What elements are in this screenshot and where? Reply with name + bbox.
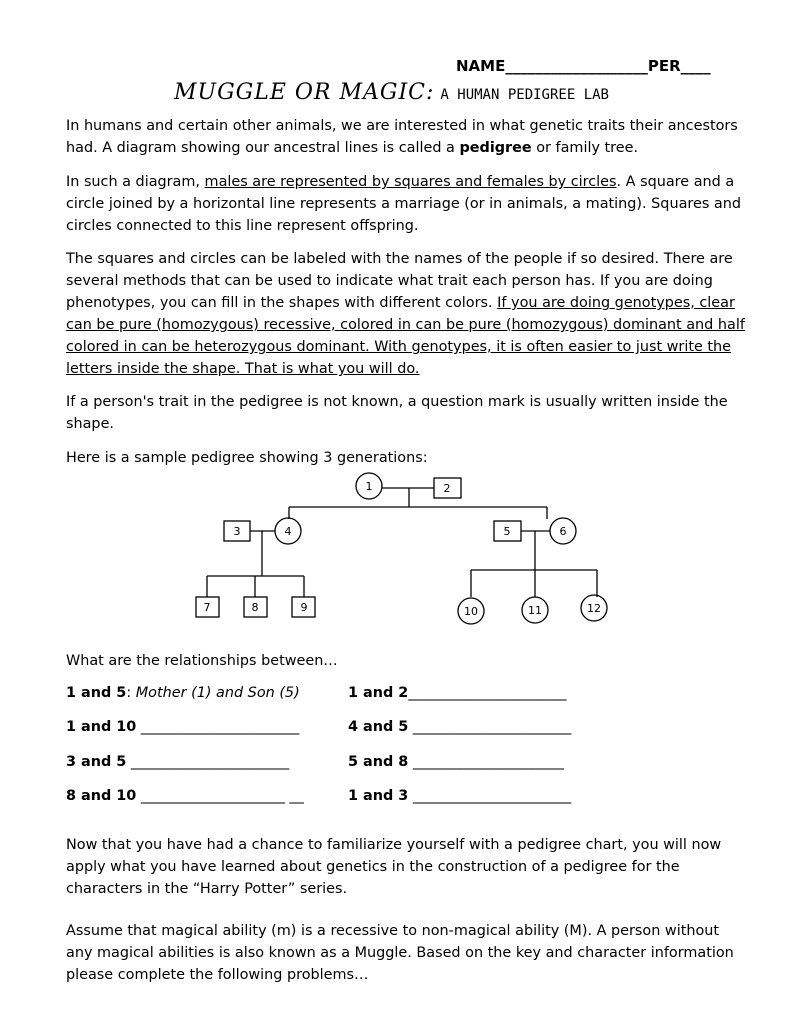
pedigree-label-12: 12 xyxy=(587,602,601,615)
question-left[interactable] xyxy=(66,719,299,735)
intro-p3-text: The squares and circles can be labeled with the names of the people if so desired. There are several methods that can be used to indicate what trait each person has. If you are doing phenotypes, you can fill in the shapes with different colors. xyxy=(66,251,733,311)
question-right[interactable] xyxy=(348,719,571,735)
title-main: MUGGLE OR MAGIC: xyxy=(174,80,435,105)
intro-paragraph-5: Here is a sample pedigree showing 3 generations: xyxy=(66,450,428,466)
question-left[interactable] xyxy=(66,685,300,701)
question-right[interactable] xyxy=(348,754,564,770)
pedigree-label-6: 6 xyxy=(559,525,567,538)
answer-blank: _____________________ xyxy=(408,754,564,770)
question-pair-label: 3 and 5 xyxy=(66,754,127,770)
question-right[interactable] xyxy=(348,788,571,804)
answer-blank: ______________________ xyxy=(408,788,572,804)
question-pair-label: 1 and 2 xyxy=(348,685,409,701)
pedigree-label-3: 3 xyxy=(233,525,241,538)
intro-p1-end: or family tree. xyxy=(531,140,639,156)
pedigree-label-2: 2 xyxy=(443,482,451,495)
pedigree-label-9: 9 xyxy=(300,601,308,614)
pedigree-label-7: 7 xyxy=(203,601,211,614)
example-answer: Mother (1) and Son (5) xyxy=(135,685,300,701)
answer-blank: ____________________ __ xyxy=(136,788,304,804)
answer-blank: ______________________ xyxy=(408,685,567,701)
pedigree-label-10: 10 xyxy=(464,605,478,618)
title-subtitle: A HUMAN PEDIGREE LAB xyxy=(440,87,609,103)
question-left[interactable] xyxy=(66,754,289,770)
answer-blank: ______________________ xyxy=(136,719,300,735)
intro-p1-text: In humans and certain other animals, we are interested in what genetic traits their ancestors had. A diagram showing our ancestral lines is called a xyxy=(66,118,738,156)
pedigree-label-1: 1 xyxy=(365,480,373,493)
intro-p2-underlined: males are represented by squares and females by circles xyxy=(204,174,617,190)
question-pair-label: 5 and 8 xyxy=(348,754,409,770)
answer-blank: ______________________ xyxy=(408,719,572,735)
relationships-prompt: What are the relationships between… xyxy=(66,653,338,669)
question-pair-label: 1 and 5 xyxy=(66,685,127,701)
pedigree-label-4: 4 xyxy=(284,525,292,538)
question-pair-label: 1 and 10 xyxy=(66,719,137,735)
answer-blank: ______________________ xyxy=(126,754,290,770)
pedigree-label-5: 5 xyxy=(503,525,511,538)
question-pair-label: 1 and 3 xyxy=(348,788,409,804)
closing-paragraph-2: Assume that magical ability (m) is a recessive to non-magical ability (M). A person without any magical abilities is also known as a Muggle. Based on the key and character information please complete the following problems… xyxy=(66,923,734,983)
intro-p3-underlined: If you are doing genotypes, clear can be pure (homozygous) recessive, colored in can be pure (homozygous) dominant and half colored in can be heterozygous dominant. With genotypes, it is often easier to just write the letters inside the shape. That is what you will do. xyxy=(66,295,745,377)
pedigree-label-11: 11 xyxy=(528,604,542,617)
question-pair-label: 4 and 5 xyxy=(348,719,409,735)
intro-paragraph-4: If a person's trait in the pedigree is not known, a question mark is usually written inside the shape. xyxy=(66,394,728,432)
name-period-line[interactable]: NAME___________________PER____ xyxy=(456,57,711,75)
question-right[interactable] xyxy=(348,685,567,701)
closing-paragraph-1: Now that you have had a chance to familiarize yourself with a pedigree chart, you will now apply what you have learned about genetics in the construction of a pedigree for the characters in the “Harry Potter” series. xyxy=(66,837,722,897)
question-pair-label: 8 and 10 xyxy=(66,788,137,804)
pedigree-label-8: 8 xyxy=(251,601,259,614)
pedigree-term: pedigree xyxy=(459,140,532,156)
question-answer-text: : xyxy=(126,685,136,701)
question-left[interactable] xyxy=(66,788,304,804)
intro-p2-text: In such a diagram, xyxy=(66,174,205,190)
intro-p2-end: . A square and a circle joined by a horizontal line represents a marriage (or in animals, a mating). Squares and circles connected to this line represent offspring. xyxy=(66,174,741,234)
